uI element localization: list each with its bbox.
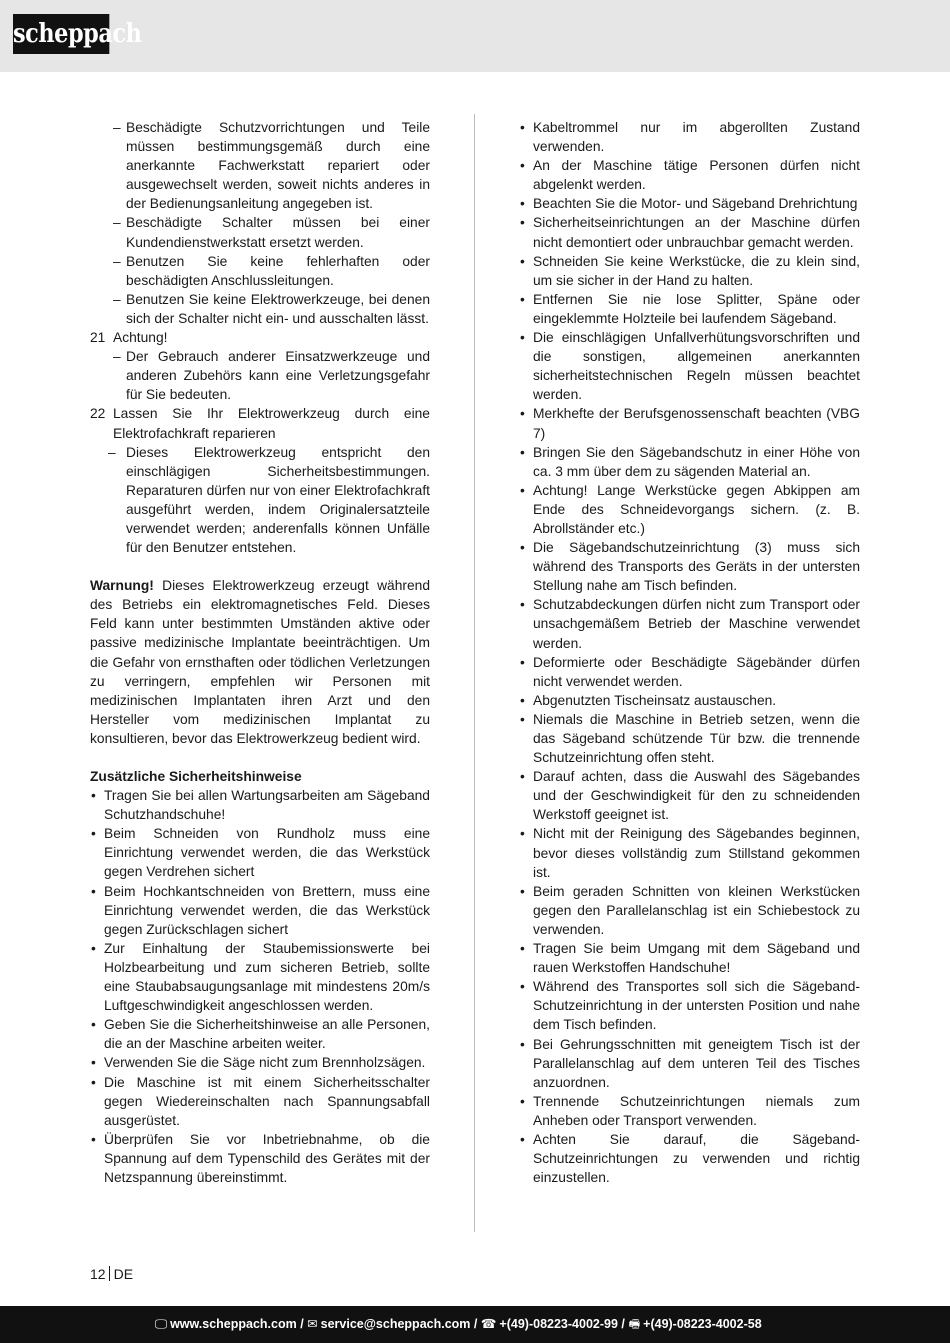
list-item (519, 595, 860, 652)
monitor-icon: 🖵 (155, 1317, 168, 1331)
list-marker: • (520, 120, 525, 135)
list-item-text: Dieses Elektrowerkzeug entspricht den einschlägigen Sicherheitsbestimmungen. Reparaturen dürfen nur von einer Elektrofachkraft ausgeführt werden, indem Originalersatzteile verwendet werden; anderenfalls können Unfälle für den Benutzer entstehen. (126, 444, 430, 556)
list-item-text: Sicherheitseinrichtungen an der Maschine dürfen nicht demontiert oder unbrauchbar gemacht werden. (533, 215, 860, 250)
list-item (90, 1073, 430, 1130)
left-column (90, 118, 430, 1187)
list-item-text: Die einschlägigen Unfallverhütungsvorschriften und die sonstigen, allgemeinen anerkannten sicherheitstechnischen Regeln müssen beachtet werden. (533, 330, 860, 403)
list-item (519, 977, 860, 1034)
list-marker: – (113, 349, 121, 365)
list-item-text: Tragen Sie bei allen Wartungsarbeiten am Sägeband Schutzhandschuhe! (104, 788, 430, 823)
list-item-text: Während des Transportes soll sich die Sägeband-Schutzeinrichtung in der untersten Position und nahe dem Tisch befinden. (533, 979, 860, 1033)
list-item (519, 939, 860, 977)
list-item (519, 710, 860, 767)
list-item (90, 347, 430, 404)
list-item (519, 443, 860, 481)
page-language: DE (113, 1266, 134, 1282)
page-number-value: 12 (90, 1266, 106, 1282)
list-item (519, 691, 860, 710)
list-item (519, 653, 860, 691)
list-item-text: Schneiden Sie keine Werkstücke, die zu klein sind, um sie sicher in der Hand zu halten. (533, 253, 860, 288)
list-item (90, 786, 430, 824)
numbered-item (90, 404, 430, 442)
list-item (90, 939, 430, 1015)
list-item-text: Die Maschine ist mit einem Sicherheitsschalter gegen Wiedereinschalten nach Spannungsabfall ausgerüstet. (104, 1074, 430, 1128)
list-item-text: Der Gebrauch anderer Einsatzwerkzeuge und anderen Zubehörs kann eine Verletzungsgefahr für Sie bedeuten. (126, 349, 430, 403)
column-divider (474, 114, 475, 1232)
list-marker: • (520, 654, 525, 670)
list-item-text: Kabeltrommel nur im abgerollten Zustand verwenden. (533, 120, 860, 155)
list-item (519, 767, 860, 824)
list-marker: • (91, 826, 96, 842)
list-marker: • (520, 540, 525, 556)
list-item-text: Lassen Sie Ihr Elektrowerkzeug durch eine Elektrofachkraft reparieren (113, 406, 430, 441)
list-marker: • (520, 158, 525, 174)
page-number-separator (109, 1266, 110, 1281)
list-item (519, 404, 860, 442)
list-item-text: Benutzen Sie keine fehlerhaften oder beschädigten Anschlussleitungen. (126, 253, 430, 288)
list-item-text: Verwenden Sie die Säge nicht zum Brennholzsägen. (104, 1055, 426, 1071)
list-marker: • (520, 1131, 525, 1147)
list-marker: • (520, 444, 525, 460)
list-item-text: Beim geraden Schnitten von kleinen Werkstücken gegen den Parallelanschlag ist ein Schiebestock zu verwenden. (533, 883, 860, 937)
list-item (519, 882, 860, 939)
list-marker: • (520, 826, 525, 842)
list-item (90, 1015, 430, 1053)
list-item (90, 882, 430, 939)
list-marker: • (91, 1074, 96, 1090)
list-item-text: Beschädigte Schalter müssen bei einer Kundendienstwerkstatt ersetzt werden. (126, 215, 430, 250)
list-item-text: Merkhefte der Berufsgenossenschaft beachten (VBG 7) (533, 406, 860, 441)
list-item-text: Benutzen Sie keine Elektrowerkzeuge, bei denen sich der Schalter nicht ein- und ausschalten lässt. (126, 291, 430, 326)
list-marker: • (91, 1055, 96, 1071)
list-marker: – (113, 291, 121, 307)
list-item-text: Entfernen Sie nie lose Splitter, Späne oder eingeklemmte Holzteile bei laufendem Sägeband. (533, 291, 860, 326)
list-item-text: Achtung! Lange Werkstücke gegen Abkippen am Ende des Schneidevorgangs sichern. (z. B. Abrollständer etc.) (533, 482, 860, 536)
fax-icon: 🖷 (628, 1317, 641, 1331)
list-marker: • (520, 330, 525, 346)
list-marker: • (520, 941, 525, 957)
page-number (90, 1265, 133, 1283)
list-marker: – (113, 120, 121, 135)
list-item (519, 824, 860, 881)
list-item (519, 194, 860, 213)
list-marker: – (113, 215, 121, 231)
list-item (519, 290, 860, 328)
numbered-item (90, 328, 430, 347)
list-item (519, 118, 860, 156)
list-item-text: Abgenutzten Tischeinsatz austauschen. (533, 692, 777, 708)
list-marker: • (91, 788, 96, 804)
list-item-text: Trennende Schutzeinrichtungen niemals zum Anheben oder Transport verwenden. (533, 1093, 860, 1128)
list-item-text: Zur Einhaltung der Staubemissionswerte bei Holzbearbeitung und zum sicheren Betrieb, sollte eine Staubabsaugungsanlage mit mindestens 20m/s Luftgeschwindigkeit angeschlossen werden. (104, 940, 430, 1014)
list-item (519, 156, 860, 194)
list-item (90, 118, 430, 213)
list-item (519, 252, 860, 290)
list-marker: • (520, 769, 525, 785)
warning-paragraph (90, 576, 430, 748)
list-item (519, 538, 860, 595)
phone-number: +(49)-08223-4002-99 / (499, 1317, 625, 1331)
list-marker: • (520, 597, 525, 613)
list-item-text: Beim Schneiden von Rundholz muss eine Einrichtung verwendet werden, die das Werkstück gegen Verdrehen sichert (104, 826, 430, 880)
list-item-text: Geben Sie die Sicherheitshinweise an alle Personen, die an der Maschine arbeiten weiter. (104, 1017, 430, 1052)
list-marker: • (91, 1017, 96, 1033)
list-marker: • (520, 482, 525, 498)
list-item-text: Tragen Sie beim Umgang mit dem Sägeband und rauen Werkstoffen Handschuhe! (533, 941, 860, 976)
list-marker: • (91, 940, 96, 956)
list-item (90, 252, 430, 290)
list-marker: • (520, 196, 525, 212)
list-item-text: Bringen Sie den Sägebandschutz in einer Höhe von ca. 3 mm über dem zu sägenden Material an. (533, 444, 860, 479)
list-item-text: Beachten Sie die Motor- und Sägeband Drehrichtung (533, 196, 858, 212)
email-link[interactable]: service@scheppach.com / (320, 1317, 478, 1331)
list-item (90, 824, 430, 881)
list-marker: 21 (90, 330, 106, 346)
list-marker: • (91, 883, 96, 899)
list-item-text: Nicht mit der Reinigung des Sägebandes beginnen, bevor dieses vollständig zum Stillstand gekommen ist. (533, 826, 860, 880)
list-item (90, 1053, 430, 1072)
right-column (519, 118, 860, 1187)
list-item-text: Beim Hochkantschneiden von Brettern, muss eine Einrichtung verwendet werden, die das Werkstück gegen Zurückschlagen sichert (104, 883, 430, 937)
list-marker: 22 (90, 406, 106, 422)
list-item-text: Niemals die Maschine in Betrieb setzen, wenn die das Sägeband schützende Tür bzw. die trennende Schutzeinrichtung offen steht. (533, 711, 860, 766)
list-marker: • (520, 883, 525, 899)
list-item-text: Deformierte oder Beschädigte Sägebänder dürfen nicht verwendet werden. (533, 654, 860, 689)
warning-label: Warnung! (90, 578, 154, 594)
list-item-text: An der Maschine tätige Personen dürfen nicht abgelenkt werden. (533, 158, 860, 193)
list-item-text: Achten Sie darauf, die Sägeband- Schutzeinrichtungen zu verwenden und richtig einzustellen. (533, 1131, 860, 1186)
list-item (90, 213, 430, 251)
list-marker: • (520, 979, 525, 995)
list-marker: • (91, 1131, 96, 1147)
list-item (519, 213, 860, 251)
list-marker: • (520, 711, 525, 727)
list-item-text: Überprüfen Sie vor Inbetriebnahme, ob die Spannung auf dem Typenschild des Gerätes mit der Netzspannung übereinstimmt. (104, 1131, 430, 1185)
list-item-text: Die Sägebandschutzeinrichtung (3) muss sich während des Transports des Geräts in der untersten Stellung nahe am Tisch befinden. (533, 540, 860, 594)
section-heading: Zusätzliche Sicherheitshinweise (90, 769, 302, 784)
list-marker: – (108, 444, 116, 460)
contact-footer (0, 1306, 950, 1343)
website-link[interactable]: www.scheppach.com / (170, 1317, 304, 1331)
warning-text: Dieses Elektrowerkzeug erzeugt während des Betriebs ein elektromagnetisches Feld. Dieses Feld kann unter bestimmten Umständen aktive oder passive medizinische Implantate beeinträchtigen. Um die Gefahr von ernsthaften oder tödlichen Verletzungen zu verringern, empfehlen wir Personen mit medizinischen Implantaten ihren Arzt und den Hersteller vom medizinischen Implantat zu konsultieren, bevor das Elektrowerkzeug bedient wird. (90, 578, 430, 746)
list-marker: – (113, 253, 121, 269)
list-item-text: Darauf achten, dass die Auswahl des Sägebandes und der Geschwindigkeit für den zu schneidenden Werkstoff geeignet ist. (533, 769, 860, 823)
list-item (519, 481, 860, 538)
list-item (519, 1092, 860, 1130)
list-item-text: Achtung! (113, 330, 168, 346)
list-item (90, 1130, 430, 1187)
list-marker: • (520, 1093, 525, 1109)
list-item (519, 1035, 860, 1092)
list-item (90, 290, 430, 328)
list-marker: • (520, 1036, 525, 1052)
list-marker: • (520, 253, 525, 269)
fax-number: +(49)-08223-4002-58 (643, 1317, 762, 1331)
list-marker: • (520, 291, 525, 307)
list-marker: • (520, 406, 525, 422)
list-item (519, 328, 860, 404)
envelope-icon: ✉ (307, 1317, 318, 1331)
list-item (519, 1130, 860, 1187)
list-marker: • (520, 692, 525, 708)
scheppach-logo: scheppach (13, 14, 109, 54)
list-item (90, 443, 430, 558)
list-item-text: Schutzabdeckungen dürfen nicht zum Transport oder unsachgemäßem Betrieb der Maschine verwendet werden. (533, 597, 860, 651)
page-header (0, 0, 950, 72)
phone-icon: ☎ (480, 1317, 497, 1331)
list-item-text: Bei Gehrungsschnitten mit geneigtem Tisch ist der Parallelanschlag auf dem unteren Teil des Tisches anzuordnen. (533, 1036, 860, 1090)
list-item-text: Beschädigte Schutzvorrichtungen und Teile müssen bestimmungsgemäß durch eine anerkannte Fachwerkstatt repariert oder ausgewechselt werden, soweit nichts anderes in der Bedienungsanleitung angegeben ist. (126, 120, 430, 212)
list-marker: • (520, 215, 525, 231)
